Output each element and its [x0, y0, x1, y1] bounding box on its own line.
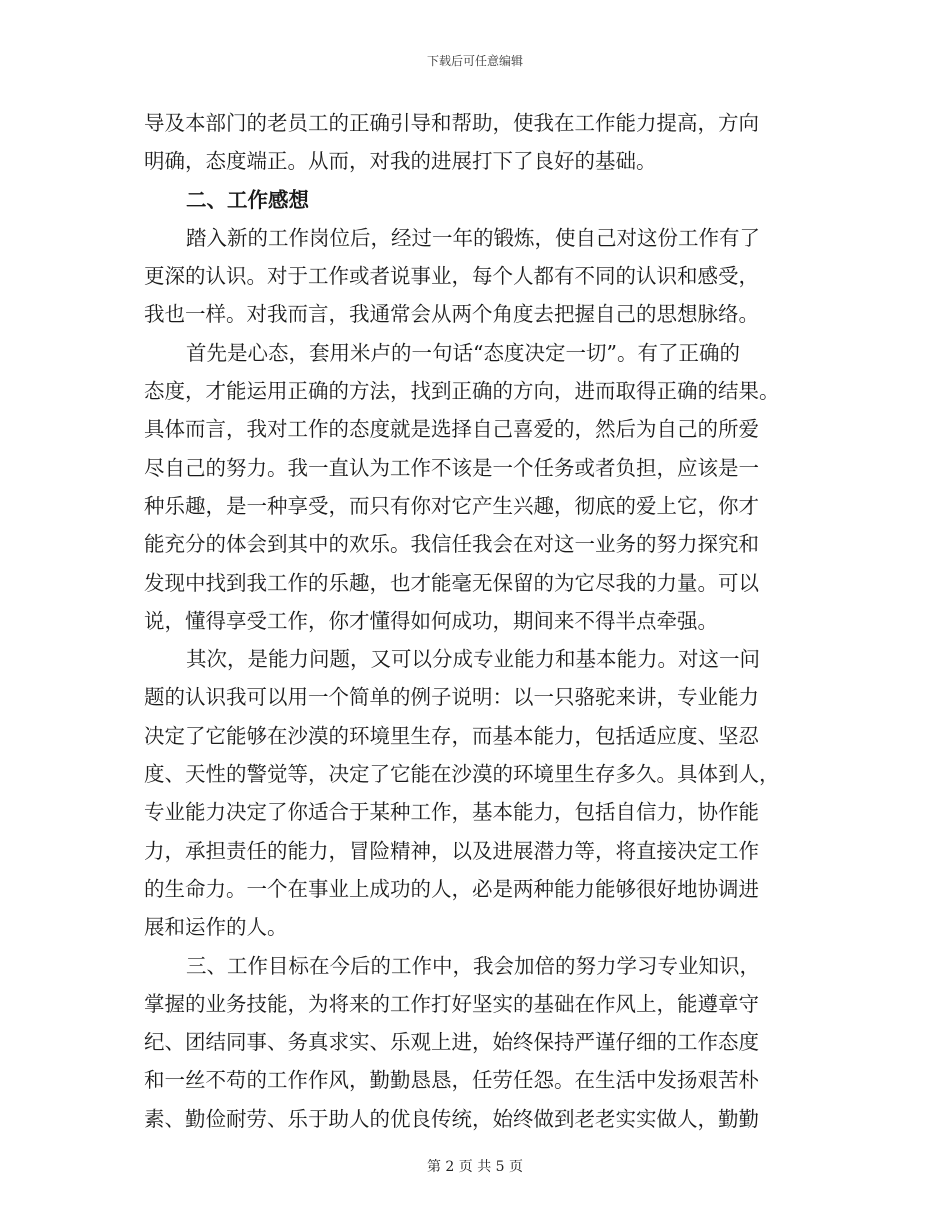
header-note: 下载后可任意编辑 — [426, 54, 523, 68]
text-line: 种乐趣，是一种享受，而只有你对它产生兴趣，彻底的爱上它，你才 — [144, 493, 759, 518]
text-line: 素、勤俭耐劳、乐于助人的优良传统，始终做到老老实实做人，勤勤 — [144, 1106, 759, 1131]
text-line: 纪、团结同事、务真求实、乐观上进，始终保持严谨仔细的工作态度 — [144, 1030, 759, 1055]
text-line: 展和运作的人。 — [144, 915, 288, 940]
text-line: 度、天性的警觉等，决定了它能在沙漠的环境里生存多久。具体到人， — [144, 762, 780, 787]
text-line: 导及本部门的老员工的正确引导和帮助，使我在工作能力提高，方向 — [144, 111, 759, 135]
text-line: 发现中找到我工作的乐趣，也才能毫无保留的为它尽我的力量。可以 — [144, 570, 759, 595]
text-line: 明确，态度端正。从而，对我的进展打下了良好的基础。 — [144, 149, 657, 174]
text-line: 专业能力决定了你适合于某种工作，基本能力，包括自信力，协作能 — [144, 800, 759, 825]
text-line: 其次，是能力问题，又可以分成专业能力和基本能力。对这一问 — [186, 647, 760, 672]
text-line: 首先是心态，套用米卢的一句话“态度决定一切”。有了正确的 — [186, 340, 740, 365]
text-line: 能充分的体会到其中的欢乐。我信任我会在对这一业务的努力探究和 — [144, 532, 759, 557]
text-line: 决定了它能够在沙漠的环境里生存，而基本能力，包括适应度、坚忍 — [144, 723, 759, 748]
section-heading: 二、工作感想 — [186, 187, 309, 212]
text-line: 三、工作目标在今后的工作中，我会加倍的努力学习专业知识， — [186, 953, 760, 978]
text-line: 掌握的业务技能，为将来的工作打好坚实的基础在作风上，能遵章守 — [144, 991, 759, 1016]
text-line: 力，承担责任的能力，冒险精神，以及进展潜力等，将直接决定工作 — [144, 838, 759, 863]
document-body — [144, 104, 804, 1138]
text-line: 和一丝不苟的工作作风，勤勤恳恳，任劳任怨。在生活中发扬艰苦朴 — [144, 1068, 759, 1093]
text-line: 题的认识我可以用一个简单的例子说明：以一只骆驼来讲，专业能力 — [144, 685, 759, 710]
text-line: 踏入新的工作岗位后，经过一年的锻炼，使自己对这份工作有了 — [186, 225, 760, 250]
text-line: 更深的认识。对于工作或者说事业，每个人都有不同的认识和感受， — [144, 264, 759, 289]
page-number: 第 2 页 共 5 页 — [426, 1159, 524, 1175]
text-line: 具体而言，我对工作的态度就是选择自己喜爱的，然后为自己的所爱 — [144, 417, 759, 442]
text-line: 态度，才能运用正确的方法，找到正确的方向，进而取得正确的结果。 — [144, 379, 780, 404]
text-line: 说，懂得享受工作，你才懂得如何成功，期间来不得半点牵强。 — [144, 608, 718, 633]
text-line: 尽自己的努力。我一直认为工作不该是一个任务或者负担，应该是一 — [144, 455, 759, 480]
text-line: 的生命力。一个在事业上成功的人，必是两种能力能够很好地协调进 — [144, 876, 759, 901]
text-line: 我也一样。对我而言，我通常会从两个角度去把握自己的思想脉络。 — [144, 302, 759, 327]
